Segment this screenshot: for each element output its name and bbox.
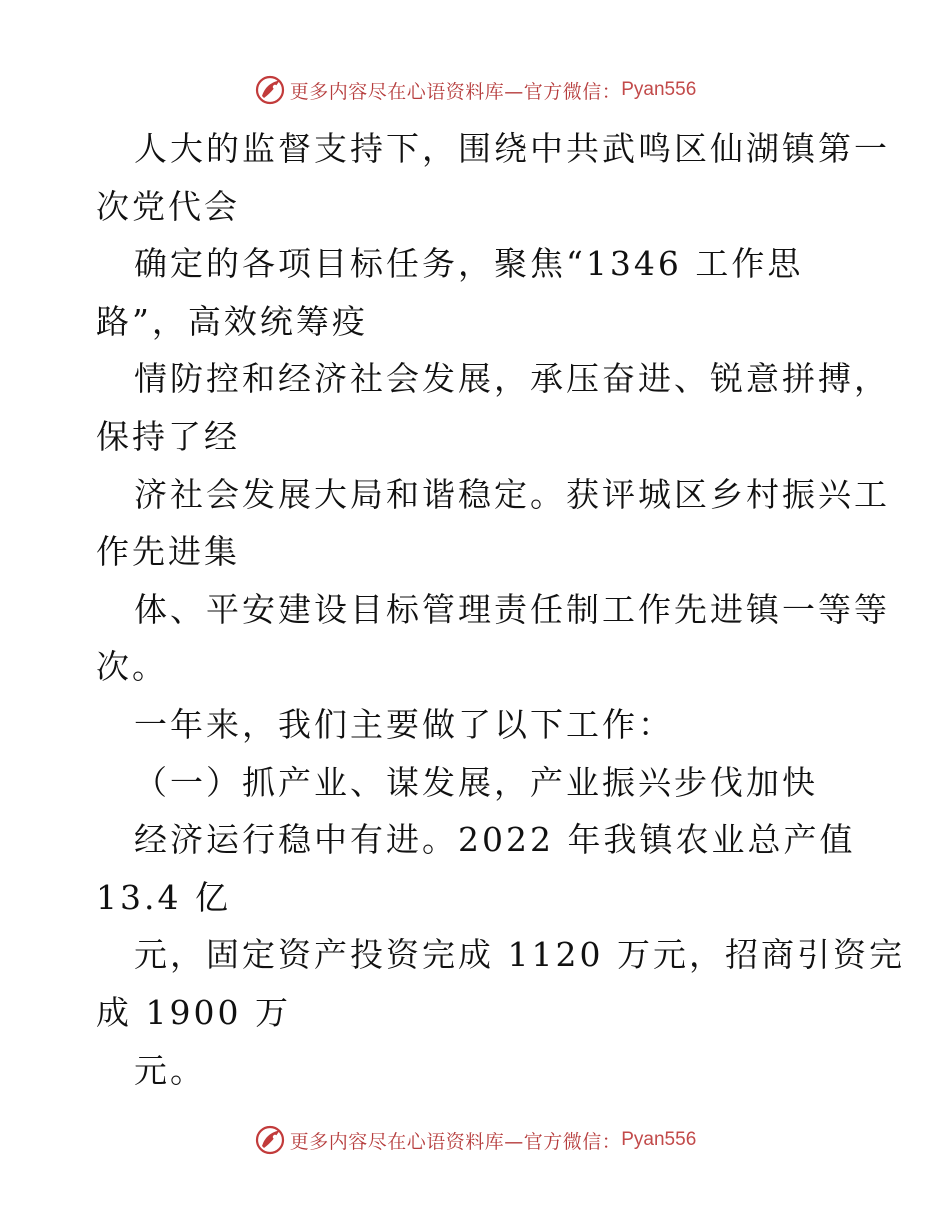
text-line: 路”，高效统筹疫: [96, 301, 368, 341]
text-line: 体、平安建设目标管理责任制工作先进镇一等等: [134, 589, 890, 629]
text-line: 情防控和经济社会发展，承压奋进、锐意拼搏，: [134, 359, 890, 399]
footer-watermark-banner: [0, 1120, 950, 1160]
text-line: 次党代会: [96, 186, 240, 226]
header-watermark-banner: [0, 70, 950, 110]
text-line: 元。: [134, 1050, 206, 1090]
text-line: 人大的监督支持下，围绕中共武鸣区仙湖镇第一: [134, 129, 890, 168]
document-body: [96, 120, 905, 1099]
seal-logo-icon: [254, 1124, 286, 1156]
banner-contact: Pyan556: [621, 1129, 697, 1150]
text-line: 济社会发展大局和谐稳定。获评城区乡村振兴工: [134, 474, 890, 514]
banner-text: 更多内容尽在心语资料库—官方微信：: [289, 80, 622, 103]
text-line: 作先进集: [96, 532, 240, 572]
text-line: 确定的各项目标任务，聚焦“1346 工作思: [134, 244, 804, 284]
text-line: 成 1900 万: [96, 992, 291, 1032]
text-line: 13.4 亿: [96, 877, 231, 917]
banner-contact: Pyan556: [621, 79, 697, 100]
seal-logo-icon: [254, 74, 286, 106]
text-line: 元，固定资产投资完成 1120 万元，招商引资完: [134, 935, 905, 975]
text-line: 经济运行稳中有进。2022 年我镇农业总产值: [134, 820, 856, 860]
section-heading: （一）抓产业、谋发展，产业振兴步伐加快: [134, 762, 818, 802]
text-line: 保持了经: [96, 416, 240, 456]
text-line: 次。: [96, 647, 168, 687]
text-line: 一年来，我们主要做了以下工作：: [134, 704, 674, 744]
banner-text: 更多内容尽在心语资料库—官方微信：: [289, 1130, 622, 1153]
